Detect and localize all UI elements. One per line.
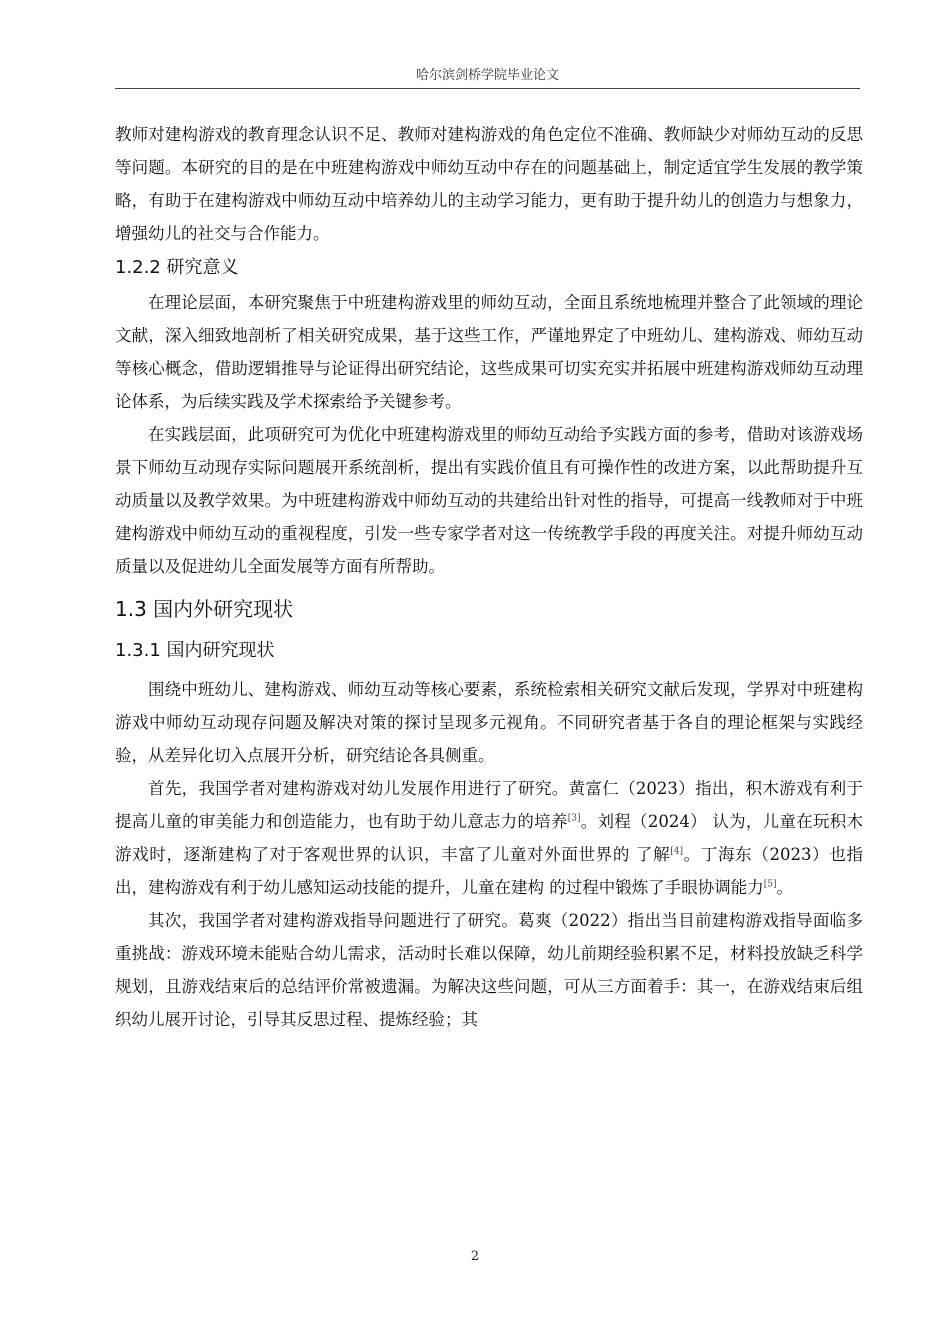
citation-3: [3]	[567, 813, 581, 824]
section-heading-1-3-1: 1.3.1 国内研究现状	[115, 640, 275, 661]
citation-4: [4]	[670, 846, 683, 857]
first-paragraph-part-c: 。丁海东（2023）也指出，建构游戏有利于幼儿感知运动技能的提升，儿童在建构 的过程中锻炼了手眼协调能力	[115, 845, 863, 897]
citation-5: [5]	[763, 879, 777, 890]
first-paragraph-part-d: 。	[776, 878, 793, 897]
theory-paragraph: 在理论层面，本研究聚焦于中班建构游戏里的师幼互动，全面且系统地梳理并整合了此领域的理论文献，深入细致地剖析了相关研究成果，基于这些工作，严谨地界定了中班幼儿、建构游戏、师幼互动等核心概念，借助逻辑推导与论证得出研究结论，这些成果可切实充实并拓展中班建构游戏师幼互动理论体系，为后续实践及学术探索给予关键参考。	[115, 293, 863, 411]
domestic-paragraph: 围绕中班幼儿、建构游戏、师幼互动等核心要素，系统检索相关研究文献后发现，学界对中班建构游戏中师幼互动现存问题及解决对策的探讨呈现多元视角。不同研究者基于各自的理论框架与实践经验，从差异化切入点展开分析，研究结论各具侧重。	[115, 680, 863, 765]
first-paragraph	[115, 772, 863, 904]
practice-paragraph: 在实践层面，此项研究可为优化中班建构游戏里的师幼互动给予实践方面的参考，借助对该游戏场景下师幼互动现存实际问题展开系统剖析，提出有实践价值且有可操作性的改进方案，以此帮助提升互动质量以及教学效果。为中班建构游戏中师幼互动的共建给出针对性的指导，可提高一线教师对于中班建构游戏中师幼互动的重视程度，引发一些专家学者对这一传统教学手段的再度关注。对提升师幼互动质量以及促进幼儿全面发展等方面有所帮助。	[115, 425, 863, 576]
intro-paragraph: 教师对建构游戏的教育理念认识不足、教师对建构游戏的角色定位不准确、教师缺少对师幼互动的反思等问题。本研究的目的是在中班建构游戏中师幼互动中存在的问题基础上，制定适宜学生发展的教学策略，有助于在建构游戏中师幼互动中培养幼儿的主动学习能力，更有助于提升幼儿的创造力与想象力，增强幼儿的社交与合作能力。	[115, 125, 863, 243]
page-body	[115, 118, 863, 1036]
section-heading-1-3: 1.3 国内外研究现状	[115, 597, 294, 621]
page-header: 哈尔滨剑桥学院毕业论文	[415, 68, 559, 83]
section-heading-1-2-2: 1.2.2 研究意义	[115, 257, 239, 278]
first-paragraph-part-a: 首先，我国学者对建构游戏对幼儿发展作用进行了研究。黄富仁（2023）指出，积木游戏有利于提高儿童的审美能力和创造能力，也有助于幼儿意志力的培养	[115, 779, 863, 831]
second-paragraph: 其次，我国学者对建构游戏指导问题进行了研究。葛爽（2022）指出当目前建构游戏指导面临多重挑战：游戏环境未能贴合幼儿需求，活动时长难以保障，幼儿前期经验积累不足，材料投放缺乏科学规划，且游戏结束后的总结评价常被遗漏。为解决这些问题，可从三方面着手：其一，在游戏结束后组织幼儿展开讨论，引导其反思过程、提炼经验；其	[115, 911, 863, 1029]
header-divider	[115, 88, 860, 89]
first-paragraph-part-b: 。刘程（2024） 认为，儿童在玩积木游戏时，逐渐建构了对于客观世界的认识，丰富了儿童对外面世界的 了解	[115, 812, 863, 864]
page-number: 2	[470, 1249, 480, 1264]
